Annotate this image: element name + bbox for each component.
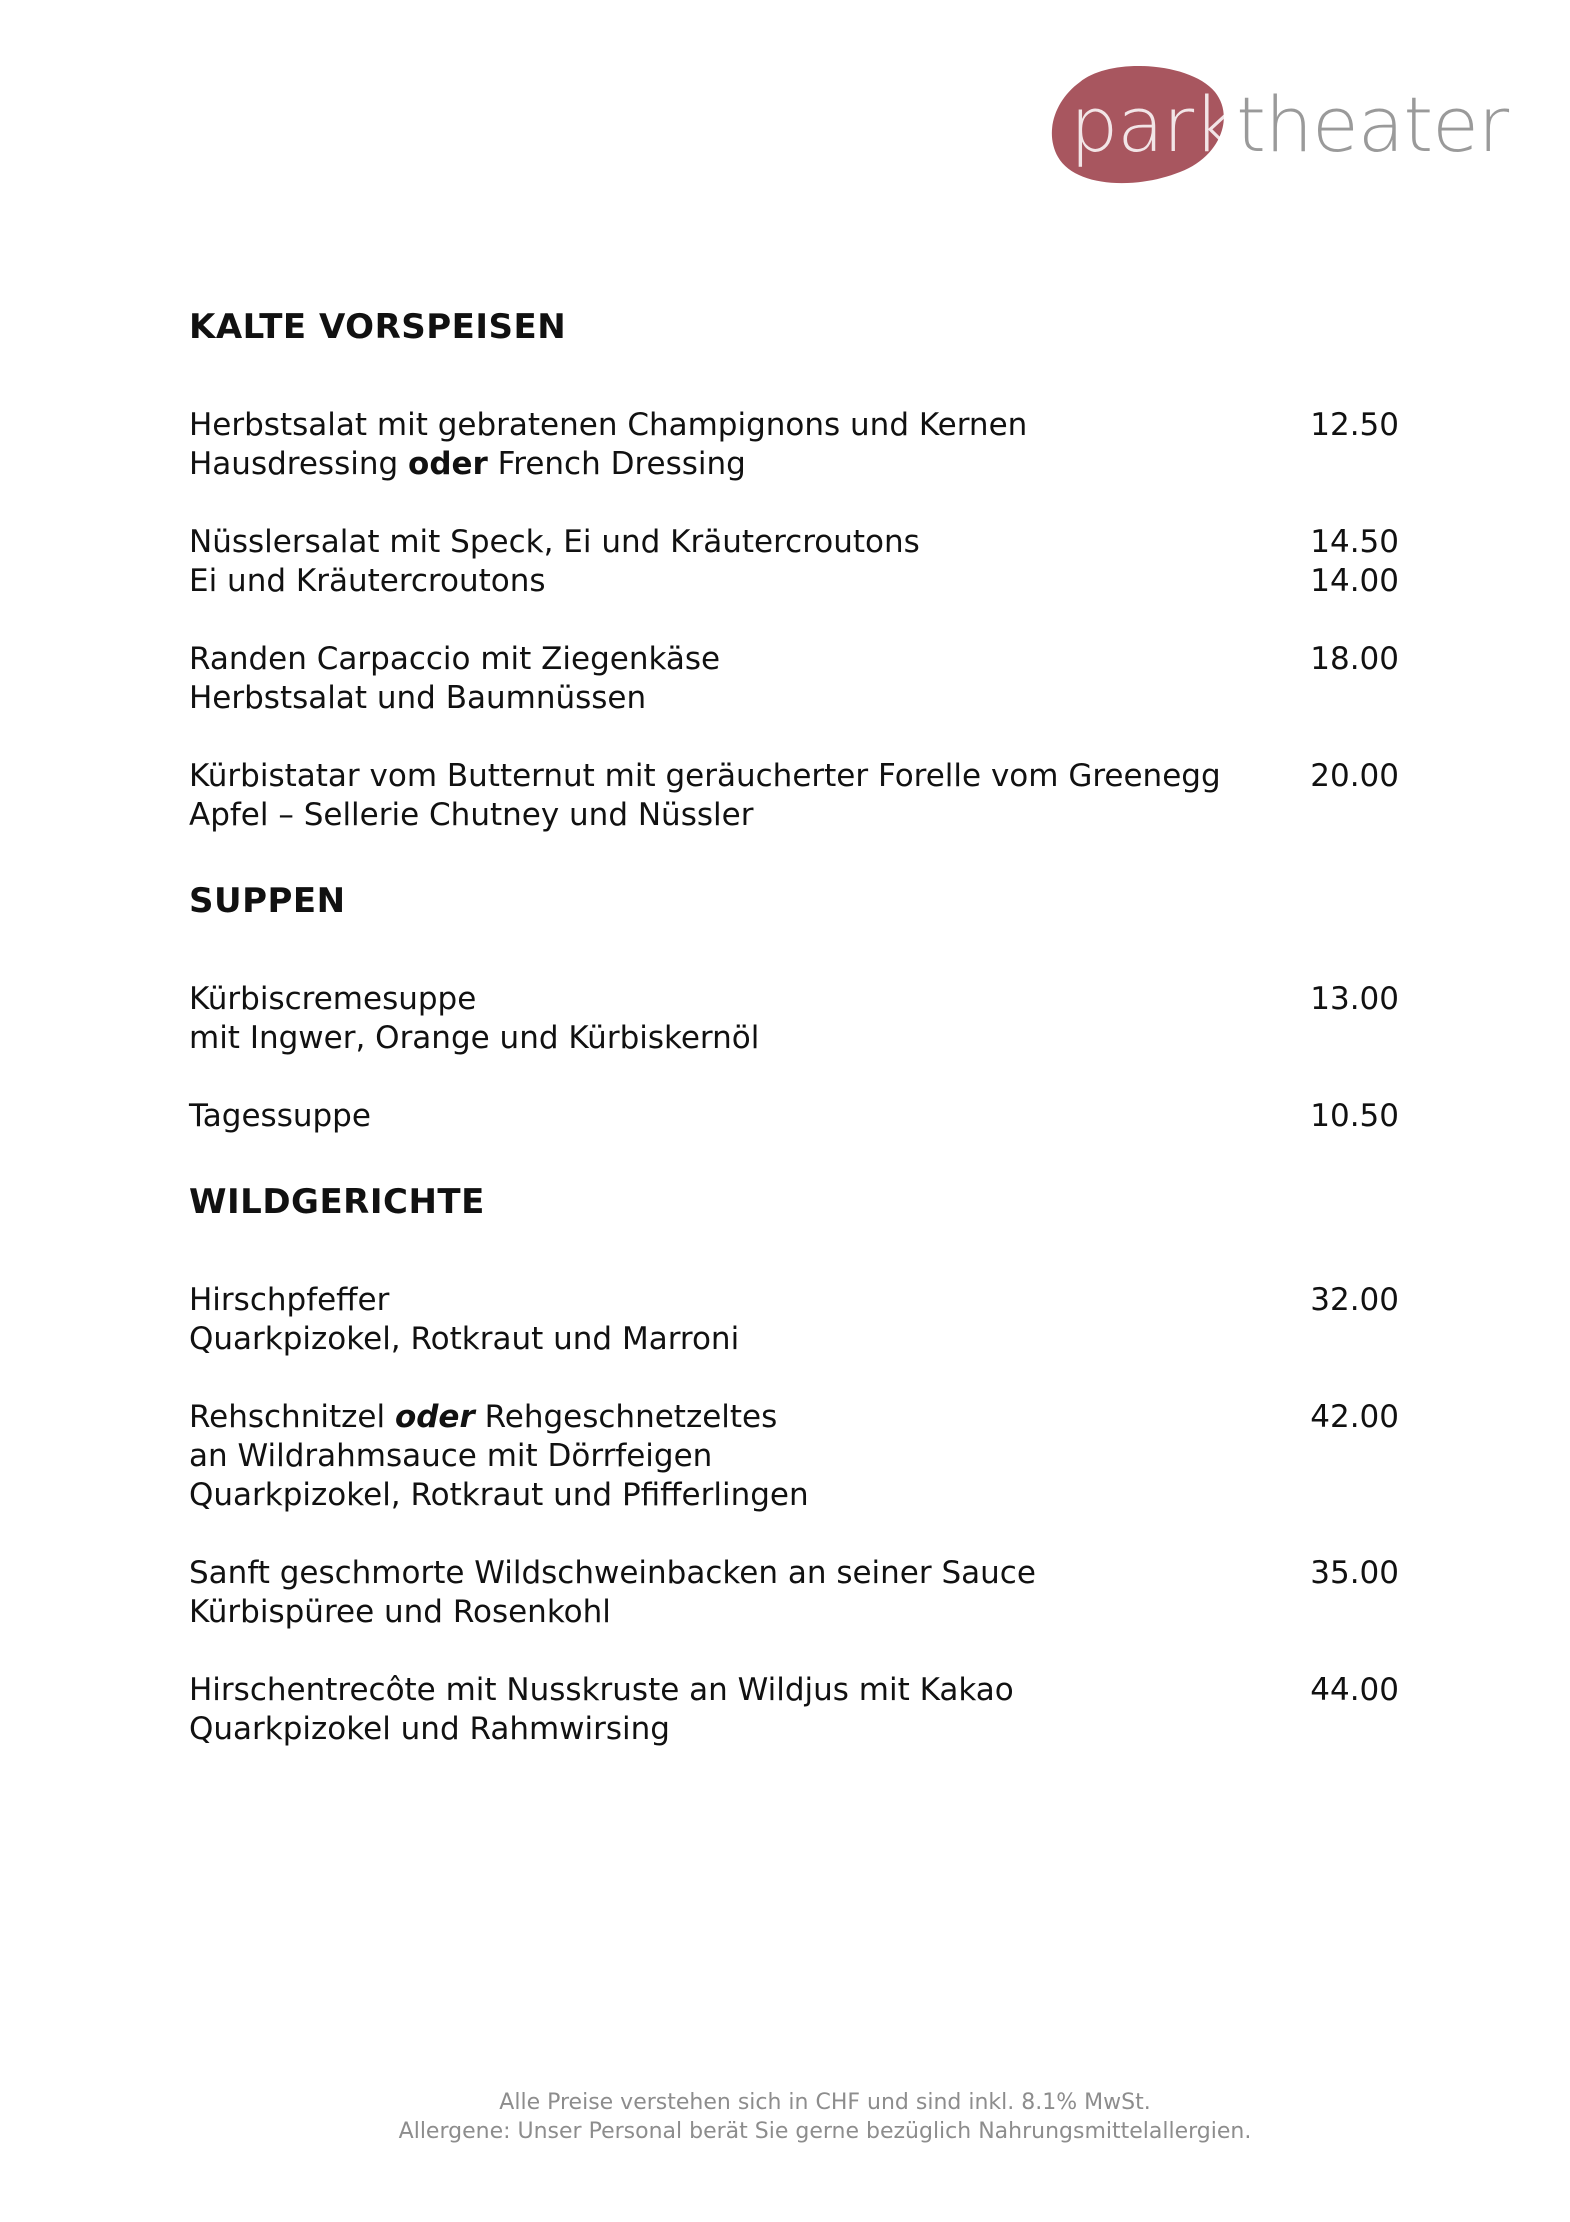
dish-name-text: Rehgeschnetzeltes — [474, 1399, 778, 1435]
dish-description: Quarkpizokel und Rahmwirsing — [189, 1711, 670, 1747]
menu-item — [189, 1281, 1399, 1359]
menu-item — [189, 757, 1399, 835]
dish-description: mit Ingwer, Orange und Kürbiskernöl — [189, 1020, 760, 1056]
dish-price: 12.50 — [1310, 407, 1399, 443]
section-title: SUPPEN — [189, 881, 346, 921]
dish-price: 13.00 — [1310, 981, 1399, 1017]
dish-price: 35.00 — [1310, 1555, 1399, 1591]
dish-description-text: Hausdressing — [189, 446, 409, 482]
dish-description: Ei und Kräutercroutons — [189, 563, 546, 599]
dish-name: Hirschpfeffer — [189, 1282, 390, 1318]
menu-item — [189, 523, 1399, 601]
dish-description: an Wildrahmsauce mit Dörrfeigen — [189, 1438, 713, 1474]
parktheater-logo — [1050, 62, 1509, 202]
dish-name: Kürbiscremesuppe — [189, 981, 477, 1017]
dish-name: Sanft geschmorte Wildschweinbacken an seiner Sauce — [189, 1555, 1036, 1591]
dish-name — [189, 1398, 1399, 1437]
dish-name: Nüsslersalat mit Speck, Ei und Kräutercroutons — [189, 524, 920, 560]
footer-allergen-note: Allergene: Unser Personal berät Sie gerne bezüglich Nahrungsmittelallergien. — [398, 2119, 1252, 2144]
dish-name-text: Rehschnitzel — [189, 1399, 395, 1435]
dish-price: 14.50 — [1310, 524, 1399, 560]
menu-item — [189, 406, 1399, 484]
dish-description: Quarkpizokel, Rotkraut und Pfifferlingen — [189, 1477, 809, 1513]
section-kalte-vorspeisen — [189, 300, 1399, 835]
menu-item — [189, 1554, 1399, 1632]
dish-description-text: French Dressing — [487, 446, 746, 482]
section-title: KALTE VORSPEISEN — [189, 307, 567, 347]
dish-description — [189, 445, 1399, 484]
menu-item — [189, 640, 1399, 718]
dish-price: 20.00 — [1310, 758, 1399, 794]
dish-price: 42.00 — [1310, 1399, 1399, 1435]
dish-description: Kürbispüree und Rosenkohl — [189, 1594, 611, 1630]
dish-price: 32.00 — [1310, 1282, 1399, 1318]
dish-price: 44.00 — [1310, 1672, 1399, 1708]
footer-price-note: Alle Preise verstehen sich in CHF und sind inkl. 8.1% MwSt. — [499, 2090, 1151, 2115]
dish-description-or: oder — [408, 446, 488, 482]
dish-description: Quarkpizokel, Rotkraut und Marroni — [189, 1321, 740, 1357]
dish-name: Kürbistatar vom Butternut mit geräucherter Forelle vom Greenegg — [189, 758, 1221, 794]
section-title: WILDGERICHTE — [189, 1182, 485, 1222]
menu-item — [189, 1398, 1399, 1515]
menu-item — [189, 1097, 1399, 1136]
dish-price: 18.00 — [1310, 641, 1399, 677]
dish-name: Randen Carpaccio mit Ziegenkäse — [189, 641, 721, 677]
menu-item — [189, 1671, 1399, 1749]
section-wildgerichte — [189, 1175, 1399, 1749]
menu-item — [189, 980, 1399, 1058]
dish-name: Tagessuppe — [189, 1098, 371, 1134]
dish-name-or: oder — [394, 1399, 475, 1435]
logo-text-theater: theater — [1236, 80, 1509, 169]
dish-description: Apfel – Sellerie Chutney und Nüssler — [189, 797, 754, 833]
logo-wordmark — [1070, 80, 1508, 169]
dish-price: 10.50 — [1310, 1098, 1399, 1134]
footer-note — [0, 2088, 1570, 2146]
logo-text-park: park — [1070, 80, 1237, 169]
section-suppen — [189, 874, 1399, 1136]
dish-description: Herbstsalat und Baumnüssen — [189, 680, 647, 716]
dish-price-alt: 14.00 — [1310, 563, 1399, 599]
dish-name: Herbstsalat mit gebratenen Champignons und Kernen — [189, 407, 1028, 443]
dish-name: Hirschentrecôte mit Nusskruste an Wildjus mit Kakao — [189, 1672, 1014, 1708]
menu-card — [189, 300, 1399, 1788]
